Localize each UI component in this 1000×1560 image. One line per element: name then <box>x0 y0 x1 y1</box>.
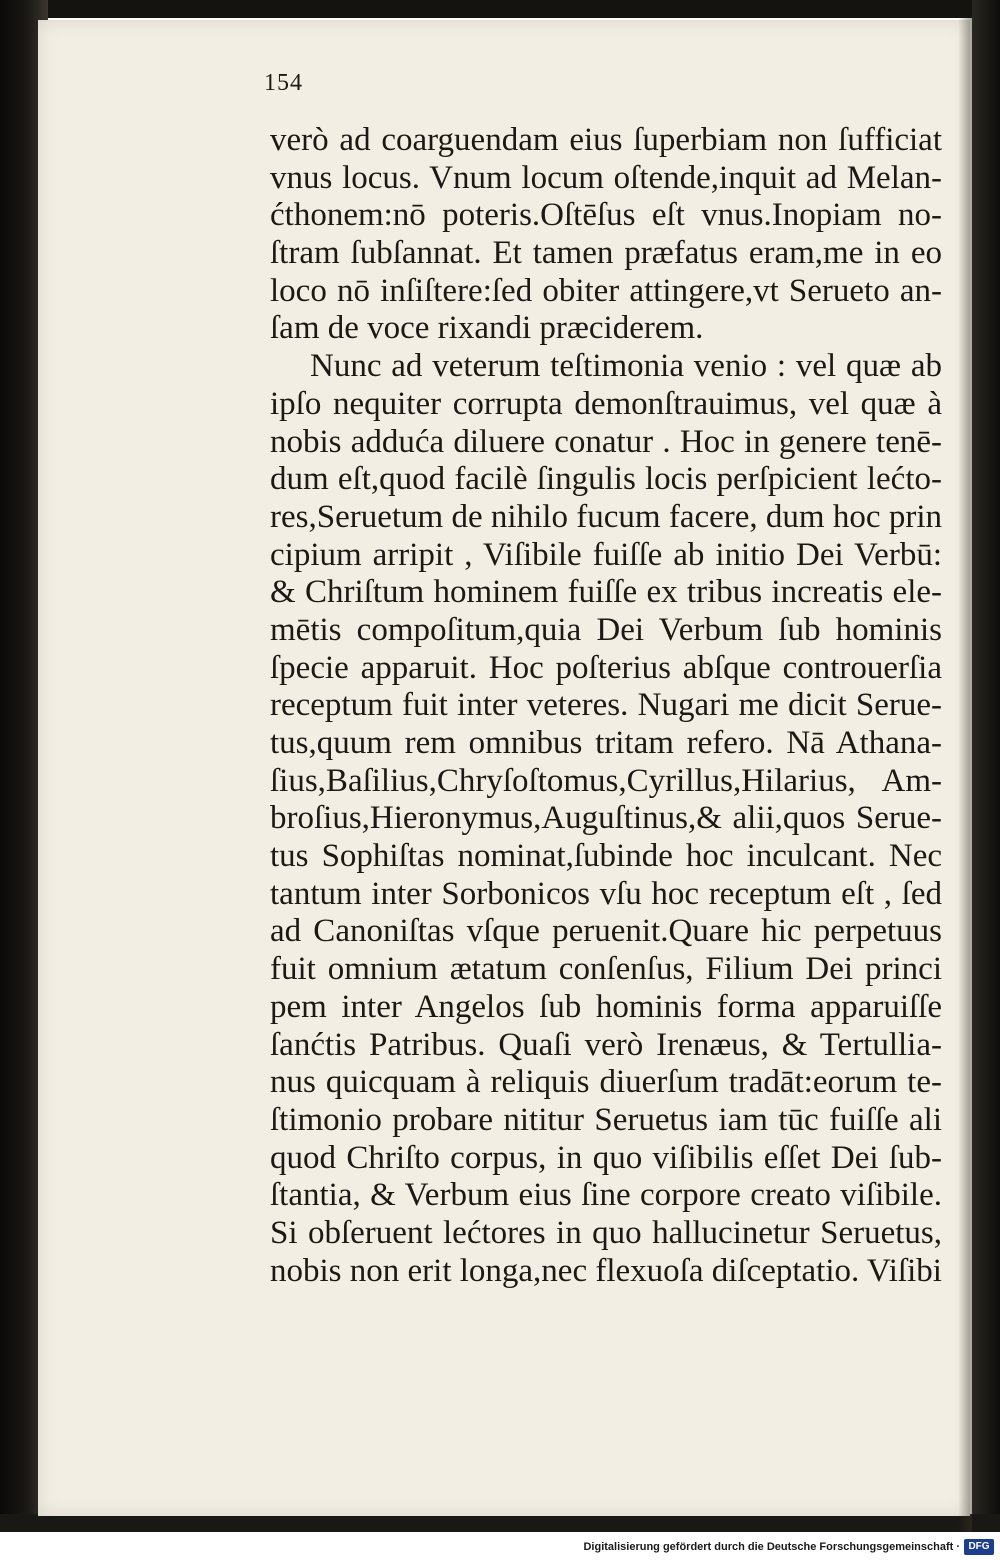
text-line: fuit omnium ætatum conſenſus, Filium Dei princi <box>270 951 942 988</box>
text-line: cipium arripit , Viſibile fuiſſe ab initio Dei Verbū: <box>270 536 942 573</box>
text-line: quod Chriſto corpus, in quo viſibilis eſſet Dei ſub- <box>270 1139 942 1176</box>
scan-top-edge <box>0 0 1000 18</box>
text-line: loco nō inſiſtere:ſed obiter attingere,vt Serueto an- <box>270 272 942 309</box>
page-text-block <box>270 122 942 1290</box>
text-line: tantum inter Sorbonicos vſu hoc receptum eſt , ſed <box>270 875 942 912</box>
text-line: broſius,Hieronymus,Auguſtinus,& alii,quos Serue- <box>270 800 942 837</box>
text-line: nus quicquam à reliquis diuerſum tradāt:eorum te- <box>270 1064 942 1101</box>
text-line: ſtantia, & Verbum eius ſine corpore creato viſibile. <box>270 1177 942 1214</box>
text-line: ſanćtis Patribus. Quaſi verò Irenæus, & Tertullia- <box>270 1026 942 1063</box>
footer-credit: Digitalisierung gefördert durch die Deutsche Forschungsgemeinschaft · <box>583 1541 960 1553</box>
scan-right-edge <box>972 0 1000 1532</box>
text-line: ipſo nequiter corrupta demonſtrauimus, vel quæ à <box>270 385 942 422</box>
text-line: tus Sophiſtas nominat,ſubinde hoc inculcant. Nec <box>270 838 942 875</box>
text-line: ſpecie apparuit. Hoc poſterius abſque controuerſia <box>270 649 942 686</box>
text-line: receptum fuit inter veteres. Nugari me dicit Serue- <box>270 687 942 724</box>
text-line: tus,quum rem omnibus tritam refero. Nā Athana- <box>270 725 942 761</box>
text-line: ad Canoniſtas vſque peruenit.Quare hic perpetuus <box>270 913 942 950</box>
page-number: 154 <box>264 70 303 96</box>
text-line: Si obſeruent lećtores in quo hallucinetur Seruetus, <box>270 1214 942 1251</box>
text-line: ſam de voce rixandi præciderem. <box>270 310 704 347</box>
text-line: ſtram ſubſannat. Et tamen præfatus eram,me in eo <box>270 235 942 272</box>
text-line: pem inter Angelos ſub hominis forma apparuiſſe <box>270 988 942 1025</box>
text-line: ſius,Baſilius,Chryſoſtomus,Cyrillus,Hilarius, Am- <box>270 762 942 799</box>
text-line: mētis compoſitum,quia Dei Verbum ſub hominis <box>270 611 942 648</box>
text-line: nobis non erit longa,nec flexuoſa diſceptatio. Viſibi <box>270 1252 942 1289</box>
text-line: res,Seruetum de nihilo fucum facere, dum hoc prin <box>270 498 942 535</box>
text-line: ćthonem:nō poteris.Oſtēſus eſt vnus.Inopiam no- <box>270 197 942 234</box>
text-line: dum eſt,quod facilè ſingulis locis perſpicient lećto- <box>270 461 942 498</box>
page-edge-shadow <box>958 18 972 1532</box>
text-line: vnus locus. Vnum locum oſtende,inquit ad Melan- <box>270 159 942 196</box>
text-line: ſtimonio probare nititur Seruetus iam tūc fuiſſe ali <box>270 1101 942 1138</box>
text-line: Nunc ad veterum teſtimonia venio : vel quæ ab <box>310 348 942 385</box>
text-line: nobis adduća diluere conatur . Hoc in genere tenē- <box>270 423 942 460</box>
scan-bottom-edge <box>0 1514 1000 1532</box>
text-line: verò ad coarguendam eius ſuperbiam non ſufficiat <box>270 122 942 158</box>
text-line: & Chriſtum hominem fuiſſe ex tribus increatis ele- <box>270 574 942 611</box>
dfg-logo-icon: DFG <box>964 1539 994 1555</box>
